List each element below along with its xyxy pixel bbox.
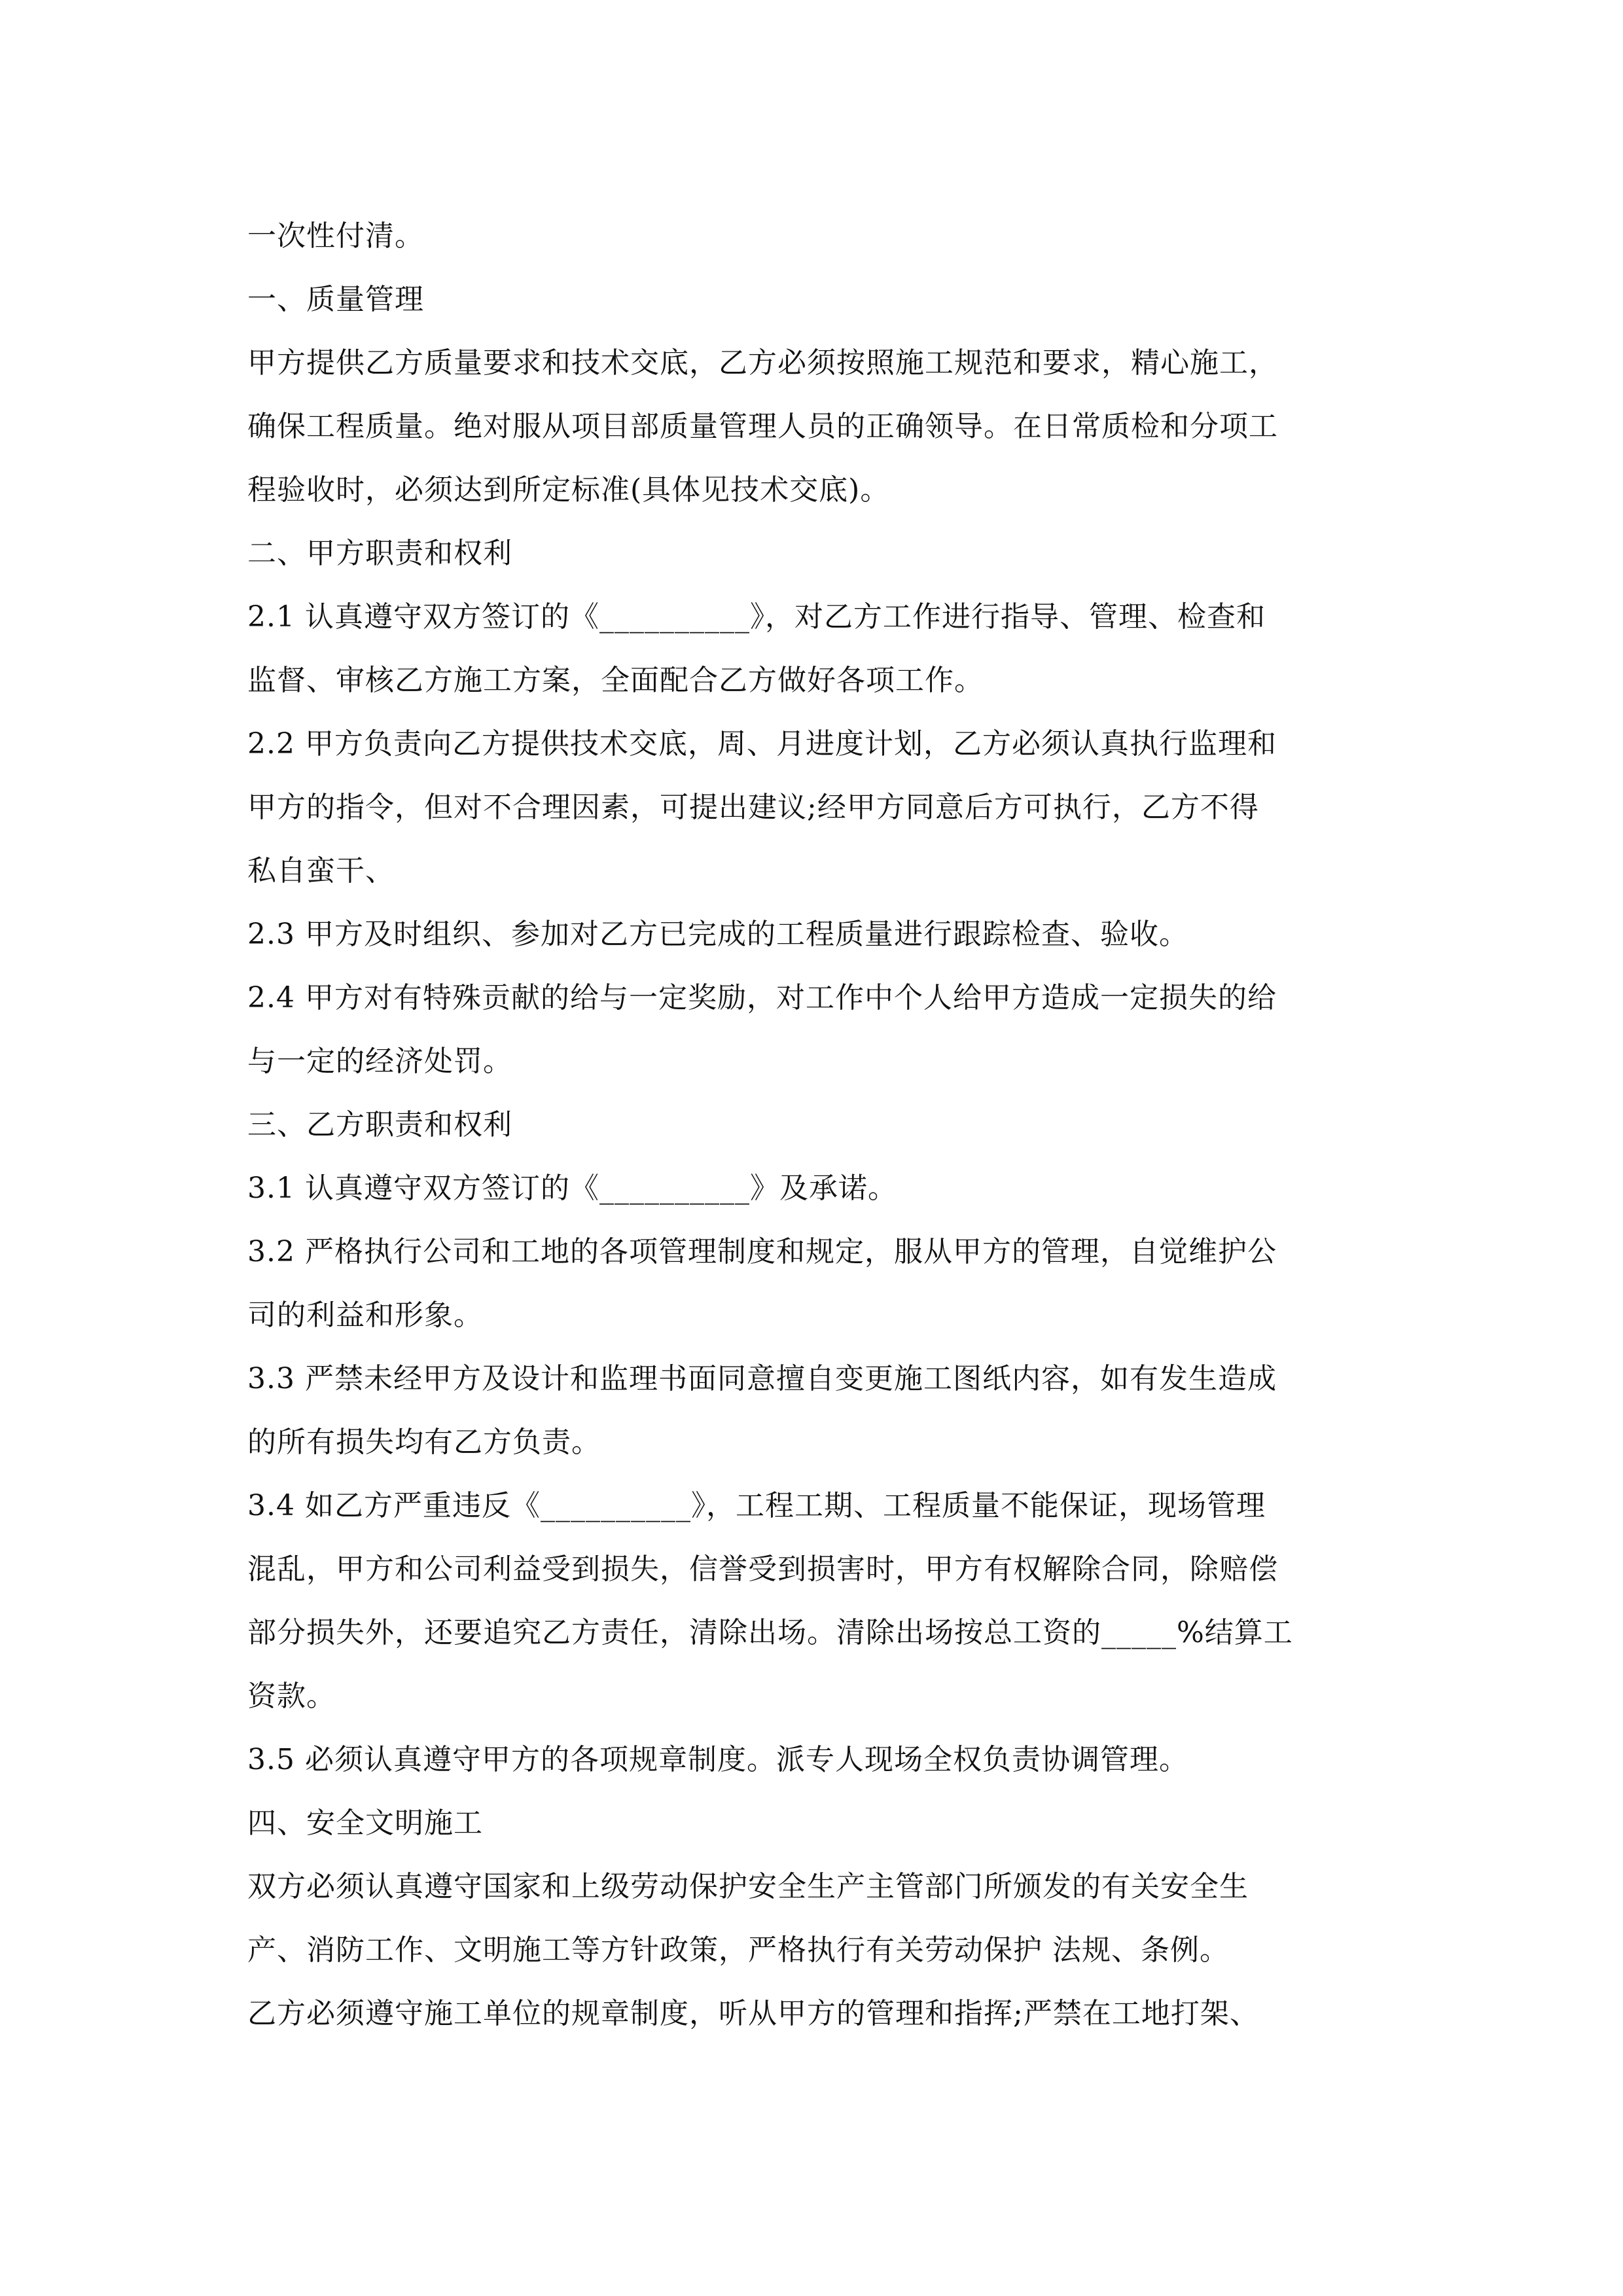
section-heading: 四、安全文明施工	[247, 1806, 483, 1840]
section-heading: 三、乙方职责和权利	[247, 1108, 512, 1141]
text-line: 3.3 严禁未经甲方及设计和监理书面同意擅自变更施工图纸内容，如有发生造成	[247, 1362, 1277, 1395]
text-line: 确保工程质量。绝对服从项目部质量管理人员的正确领导。在日常质检和分项工	[247, 410, 1278, 443]
text-line: 监督、审核乙方施工方案，全面配合乙方做好各项工作。	[247, 664, 984, 697]
text-line: 乙方必须遵守施工单位的规章制度，听从甲方的管理和指挥;严禁在工地打架、	[247, 1997, 1259, 2030]
text-line: 司的利益和形象。	[247, 1299, 483, 1332]
text-line: 2.2 甲方负责向乙方提供技术交底，周、月进度计划，乙方必须认真执行监理和	[247, 727, 1277, 761]
text-line: 2.4 甲方对有特殊贡献的给与一定奖励，对工作中个人给甲方造成一定损失的给	[247, 981, 1277, 1014]
text-line: 2.1 认真遵守双方签订的《__________》，对乙方工作进行指导、管理、检查和	[247, 600, 1266, 634]
text-line: 2.3 甲方及时组织、参加对乙方已完成的工程质量进行跟踪检查、验收。	[247, 918, 1188, 951]
text-line: 甲方的指令，但对不合理因素，可提出建议;经甲方同意后方可执行，乙方不得	[247, 791, 1259, 824]
text-line: 与一定的经济处罚。	[247, 1045, 512, 1078]
text-line: 3.1 认真遵守双方签订的《__________》及承诺。	[247, 1172, 897, 1205]
text-line: 部分损失外，还要追究乙方责任，清除出场。清除出场按总工资的_____%结算工	[247, 1616, 1293, 1649]
text-line: 的所有损失均有乙方负责。	[247, 1426, 601, 1459]
text-line: 3.4 如乙方严重违反《__________》，工程工期、工程质量不能保证，现场管理	[247, 1489, 1266, 1522]
text-line: 程验收时，必须达到所定标准(具体见技术交底)。	[247, 473, 890, 507]
text-line: 私自蛮干、	[247, 854, 395, 888]
section-heading: 一、质量管理	[247, 283, 424, 316]
text-line: 混乱，甲方和公司利益受到损失，信誉受到损害时，甲方有权解除合同，除赔偿	[247, 1552, 1278, 1586]
section-heading: 二、甲方职责和权利	[247, 537, 512, 570]
text-line: 产、消防工作、文明施工等方针政策，严格执行有关劳动保护 法规、条例。	[247, 1933, 1229, 1967]
text-line: 甲方提供乙方质量要求和技术交底，乙方必须按照施工规范和要求，精心施工，	[247, 346, 1278, 380]
document-body	[247, 204, 1399, 2045]
text-line: 3.2 严格执行公司和工地的各项管理制度和规定，服从甲方的管理，自觉维护公	[247, 1235, 1277, 1268]
text-line: 双方必须认真遵守国家和上级劳动保护安全生产主管部门所颁发的有关安全生	[247, 1870, 1249, 1903]
text-line: 资款。	[247, 1679, 336, 1713]
text-line: 一次性付清。	[247, 219, 424, 253]
text-line: 3.5 必须认真遵守甲方的各项规章制度。派专人现场全权负责协调管理。	[247, 1743, 1188, 1776]
